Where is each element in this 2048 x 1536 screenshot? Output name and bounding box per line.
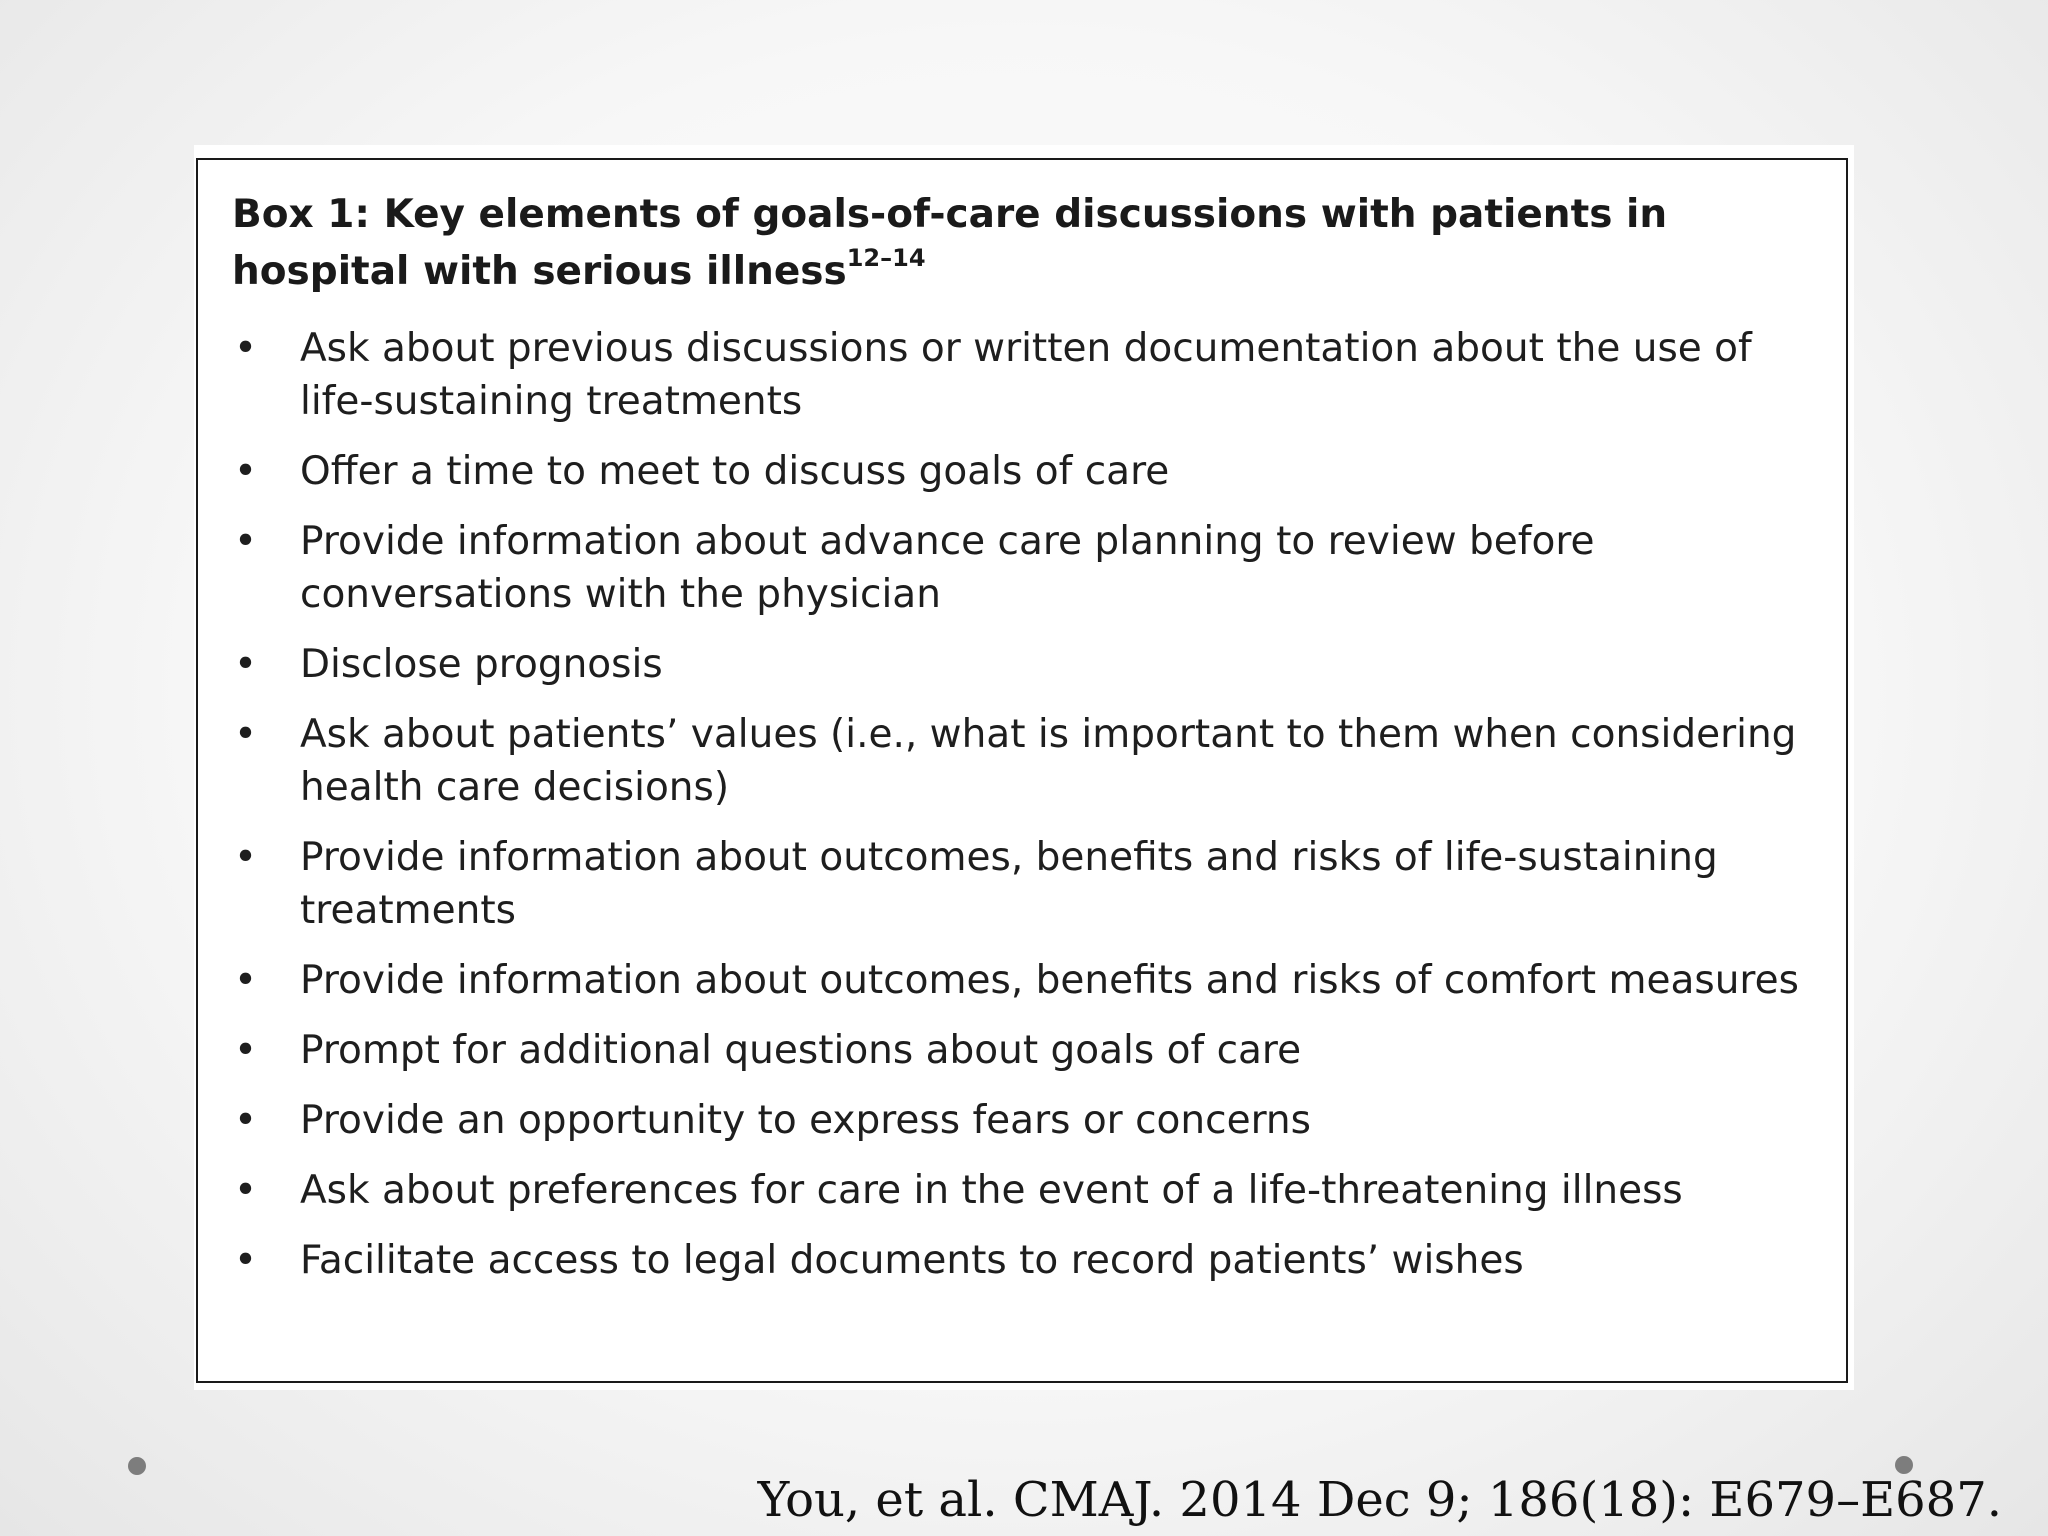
list-item-text: Offer a time to meet to discuss goals of care: [300, 449, 1170, 494]
list-item: [232, 515, 1822, 621]
list-item: [232, 954, 1822, 1007]
bullet-icon: •: [234, 1238, 258, 1283]
list-item: [232, 1164, 1822, 1217]
list-item-text: Provide information about outcomes, benefits and risks of comfort measures: [300, 958, 1799, 1003]
list-item: [232, 831, 1822, 937]
key-elements-list: [232, 322, 1822, 1304]
figure-image: [194, 145, 1854, 1390]
bullet-icon: •: [234, 1168, 258, 1213]
list-item-text: Ask about previous discussions or written documentation about the use of life-sustaining treatments: [300, 326, 1752, 424]
list-item-text: Provide an opportunity to express fears or concerns: [300, 1098, 1311, 1143]
bullet-icon: •: [234, 712, 258, 757]
list-item-text: Provide information about outcomes, benefits and risks of life-sustaining treatments: [300, 835, 1718, 933]
list-item-text: Ask about patients’ values (i.e., what is important to them when considering health care decisions): [300, 712, 1797, 810]
list-item-text: Disclose prognosis: [300, 642, 663, 687]
list-item-text: Provide information about advance care planning to review before conversations with the physician: [300, 519, 1595, 617]
bullet-icon: •: [234, 1098, 258, 1143]
list-item-text: Prompt for additional questions about goals of care: [300, 1028, 1302, 1073]
bullet-icon: •: [234, 642, 258, 687]
list-item: [232, 638, 1822, 691]
list-item: [232, 1234, 1822, 1287]
list-item-text: Ask about preferences for care in the event of a life-threatening illness: [300, 1168, 1683, 1213]
bullet-icon: •: [234, 958, 258, 1003]
box-title-reference: 12–14: [846, 244, 926, 272]
list-item: [232, 1024, 1822, 1077]
bullet-icon: •: [234, 326, 258, 371]
bullet-icon: •: [234, 449, 258, 494]
decorative-dot-icon: [128, 1457, 146, 1475]
list-item: [232, 445, 1822, 498]
bullet-icon: •: [234, 1028, 258, 1073]
bullet-icon: •: [234, 835, 258, 880]
list-item: [232, 1094, 1822, 1147]
list-item: [232, 708, 1822, 814]
box-title-text: Box 1: Key elements of goals-of-care discussions with patients in hospital with serious illness: [232, 192, 1668, 294]
list-item: [232, 322, 1822, 428]
citation: You, et al. CMAJ. 2014 Dec 9; 186(18): E679–E687.: [757, 1472, 2002, 1528]
box-title: [232, 186, 1812, 300]
box-frame: [196, 158, 1848, 1383]
bullet-icon: •: [234, 519, 258, 564]
list-item-text: Facilitate access to legal documents to record patients’ wishes: [300, 1238, 1524, 1283]
